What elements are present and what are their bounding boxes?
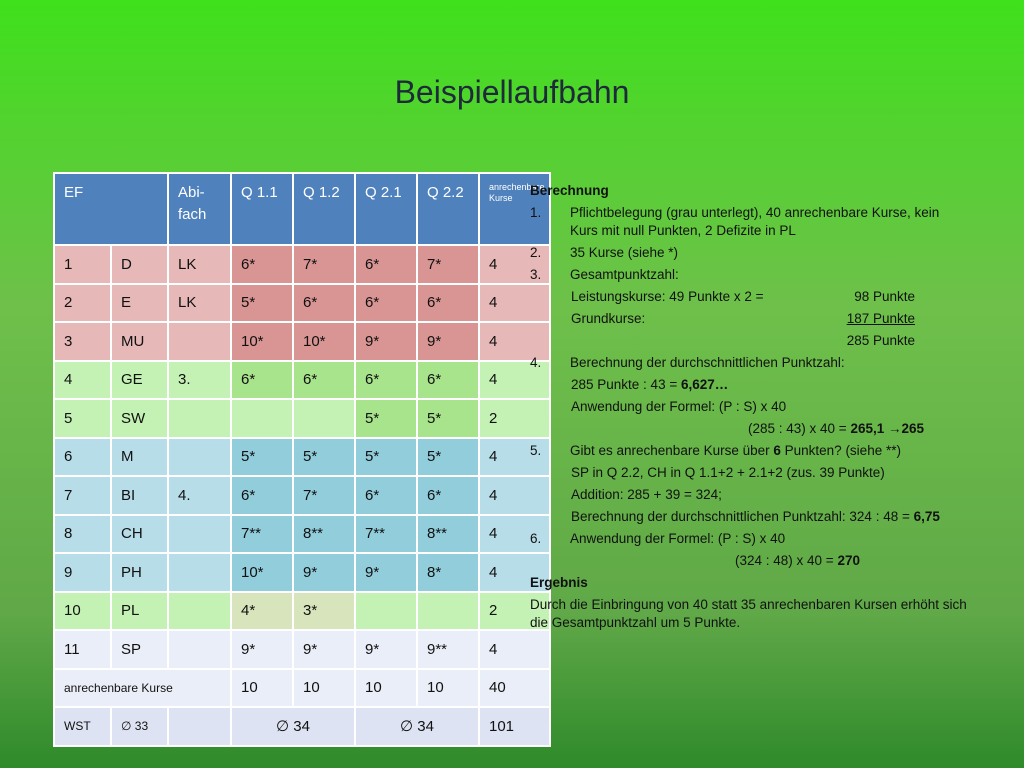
table-cell: 2 [479, 592, 550, 631]
calc1-line [530, 420, 970, 438]
table-cell: 3* [293, 592, 355, 631]
table-cell: 9** [417, 630, 479, 669]
table-cell: 4 [479, 630, 550, 669]
table-cell: 9* [293, 553, 355, 592]
table-row [54, 438, 550, 477]
table-cell: 6* [417, 476, 479, 515]
table-row [54, 476, 550, 515]
table-row [54, 361, 550, 400]
table-cell [168, 322, 231, 361]
table-cell: 2 [54, 284, 111, 323]
table-cell: 4. [168, 476, 231, 515]
table-cell [168, 515, 231, 554]
avg-value: 6,627… [680, 377, 729, 392]
table-row [54, 399, 550, 438]
avg-text: 285 Punkte : 43 = [571, 377, 681, 392]
header-q12: Q 1.2 [293, 173, 355, 245]
table-cell: 4 [479, 476, 550, 515]
total-line [530, 332, 970, 350]
header-ef: EF [54, 173, 168, 245]
header-q21: Q 2.1 [355, 173, 417, 245]
table-cell: 8 [54, 515, 111, 554]
table-cell: 10* [293, 322, 355, 361]
table-cell: 5* [417, 438, 479, 477]
wst-q2-avg: ∅ 34 [355, 707, 479, 746]
table-cell: 8** [293, 515, 355, 554]
table-cell: 4 [479, 245, 550, 284]
table-cell: 6* [293, 284, 355, 323]
table-cell: 6 [54, 438, 111, 477]
table-cell: 4 [479, 438, 550, 477]
table-cell: GE [111, 361, 168, 400]
table-cell: 5* [355, 399, 417, 438]
result-heading: Ergebnis [530, 575, 588, 590]
note-text: Gibt es anrechenbare Kurse über 6 Punkten? (siehe **) [570, 443, 901, 458]
note-number: 3. [530, 267, 542, 282]
table-cell: M [111, 438, 168, 477]
avg2-value: 6,75 [913, 509, 940, 524]
wst-total: 101 [479, 707, 550, 746]
table-cell [168, 592, 231, 631]
table-cell: E [111, 284, 168, 323]
calculation-notes [530, 182, 970, 632]
table-cell: 4 [479, 322, 550, 361]
table-cell: 5* [231, 438, 293, 477]
table-cell: 7* [417, 245, 479, 284]
table-cell [168, 553, 231, 592]
result-text: Durch die Einbringung von 40 statt 35 anrechenbaren Kursen erhöht sich die Gesamtpunktzahl um 5 Punkte. [530, 597, 967, 630]
wst-empty [168, 707, 231, 746]
wst-q1-avg: ∅ 34 [231, 707, 355, 746]
table-cell: MU [111, 322, 168, 361]
table-cell: PL [111, 592, 168, 631]
note-number: 6. [530, 531, 542, 546]
note-number: 4. [530, 355, 542, 370]
table-cell: 10* [231, 322, 293, 361]
sum-cell: 10 [417, 669, 479, 708]
header-q22: Q 2.2 [417, 173, 479, 245]
note-text: Berechnung der durchschnittlichen Punktzahl: [570, 355, 845, 370]
table-cell: 6* [417, 284, 479, 323]
table-cell: 3. [168, 361, 231, 400]
note-item [530, 530, 970, 548]
sum-cell: 10 [355, 669, 417, 708]
table-cell: 7** [355, 515, 417, 554]
table-cell: 8* [417, 553, 479, 592]
table-cell: 9* [293, 630, 355, 669]
note-number: 1. [530, 205, 542, 220]
table-cell [231, 399, 293, 438]
table-cell: LK [168, 284, 231, 323]
course-table [53, 172, 551, 747]
note-text: 35 Kurse (siehe *) [570, 245, 679, 260]
sum-label: anrechenbare Kurse [54, 669, 231, 708]
note-item [530, 354, 970, 372]
table-cell: 3 [54, 322, 111, 361]
header-q11: Q 1.1 [231, 173, 293, 245]
table-cell: 6* [355, 361, 417, 400]
table-row [54, 245, 550, 284]
table-cell: 4 [479, 361, 550, 400]
note-number: 2. [530, 245, 542, 260]
table-cell: SW [111, 399, 168, 438]
wst-ef-avg: ∅ 33 [111, 707, 168, 746]
sum-cell: 10 [293, 669, 355, 708]
table-cell: 7* [293, 245, 355, 284]
table-cell: 7 [54, 476, 111, 515]
notes-heading: Berechnung [530, 183, 609, 198]
calc2-line [530, 552, 970, 570]
table-cell: PH [111, 553, 168, 592]
header-anrechenbare: anrechenbare Kurse [479, 173, 550, 245]
table-cell: 6* [293, 361, 355, 400]
lk-value: 98 Punkte [854, 289, 915, 304]
table-cell [417, 592, 479, 631]
table-cell: 9* [355, 322, 417, 361]
table-cell: 5* [355, 438, 417, 477]
sum-cell: 40 [479, 669, 550, 708]
calc2-text: (324 : 48) x 40 = [735, 553, 838, 568]
wst-label: WST [54, 707, 111, 746]
gk-line [530, 310, 970, 328]
table-cell: 4 [479, 284, 550, 323]
table-cell [168, 399, 231, 438]
table-cell: 5* [231, 284, 293, 323]
table-cell: 4 [54, 361, 111, 400]
table-cell: 9* [417, 322, 479, 361]
addition-line: Addition: 285 + 39 = 324; [571, 487, 722, 502]
sp-ch-line: SP in Q 2.2, CH in Q 1.1+2 + 2.1+2 (zus. 39 Punkte) [571, 465, 885, 480]
gk-label: Grundkurse: [571, 311, 646, 326]
table-cell: SP [111, 630, 168, 669]
note-number: 5. [530, 443, 542, 458]
note-text: Gesamtpunktzahl: [570, 267, 679, 282]
gk-value: 187 Punkte [846, 311, 915, 326]
table-cell: LK [168, 245, 231, 284]
calc1-value: 265,1 →265 [850, 421, 924, 436]
table-cell: 4* [231, 592, 293, 631]
table-cell: 5 [54, 399, 111, 438]
table-cell [293, 399, 355, 438]
calc2-value: 270 [837, 553, 860, 568]
calc1-text: (285 : 43) x 40 = [748, 421, 851, 436]
note-text: Anwendung der Formel: (P : S) x 40 [570, 531, 786, 546]
table-cell: BI [111, 476, 168, 515]
table-cell: 7* [293, 476, 355, 515]
note-text: Pflichtbelegung (grau unterlegt), 40 anrechenbare Kurse, kein Kurs mit null Punkten, 2 Defizite in PL [570, 205, 940, 238]
lk-label: Leistungskurse: 49 Punkte x 2 = [571, 289, 764, 304]
table-row [54, 515, 550, 554]
avg-line [530, 376, 970, 394]
table-cell: 6* [355, 476, 417, 515]
table-cell: 11 [54, 630, 111, 669]
table-header-row [54, 173, 550, 245]
table-cell: 6* [231, 245, 293, 284]
table-cell: 2 [479, 399, 550, 438]
lk-line [530, 288, 970, 306]
sum-cell: 10 [231, 669, 293, 708]
table-cell: D [111, 245, 168, 284]
table-cell [168, 438, 231, 477]
table-row [54, 592, 550, 631]
table-cell: 10* [231, 553, 293, 592]
table-cell: 9* [355, 553, 417, 592]
table-row [54, 284, 550, 323]
table-cell: CH [111, 515, 168, 554]
table-cell [168, 630, 231, 669]
table-cell: 5* [417, 399, 479, 438]
table-cell: 5* [293, 438, 355, 477]
sum-row [54, 669, 550, 708]
table-cell: 4 [479, 515, 550, 554]
table-cell: 6* [231, 361, 293, 400]
slide-title: Beispiellaufbahn [394, 74, 630, 110]
table-cell: 7** [231, 515, 293, 554]
header-abifach: Abi-fach [168, 173, 231, 245]
table-cell: 9* [231, 630, 293, 669]
table-cell: 6* [355, 284, 417, 323]
table-cell: 6* [417, 361, 479, 400]
note-item [530, 442, 970, 460]
avg2-line [530, 508, 970, 526]
total-value: 285 Punkte [846, 333, 915, 348]
table-cell: 1 [54, 245, 111, 284]
formula-line: Anwendung der Formel: (P : S) x 40 [571, 399, 787, 414]
note-item [530, 244, 970, 262]
table-cell: 10 [54, 592, 111, 631]
table-cell: 4 [479, 553, 550, 592]
table-row [54, 553, 550, 592]
avg2-text: Berechnung der durchschnittlichen Punktzahl: 324 : 48 = [571, 509, 914, 524]
table-cell: 9* [355, 630, 417, 669]
table-row [54, 630, 550, 669]
table-cell [355, 592, 417, 631]
note-item [530, 266, 970, 284]
wst-row [54, 707, 550, 746]
table-cell: 6* [355, 245, 417, 284]
note-item [530, 204, 970, 240]
table-cell: 9 [54, 553, 111, 592]
table-row [54, 322, 550, 361]
table-cell: 6* [231, 476, 293, 515]
table-cell: 8** [417, 515, 479, 554]
